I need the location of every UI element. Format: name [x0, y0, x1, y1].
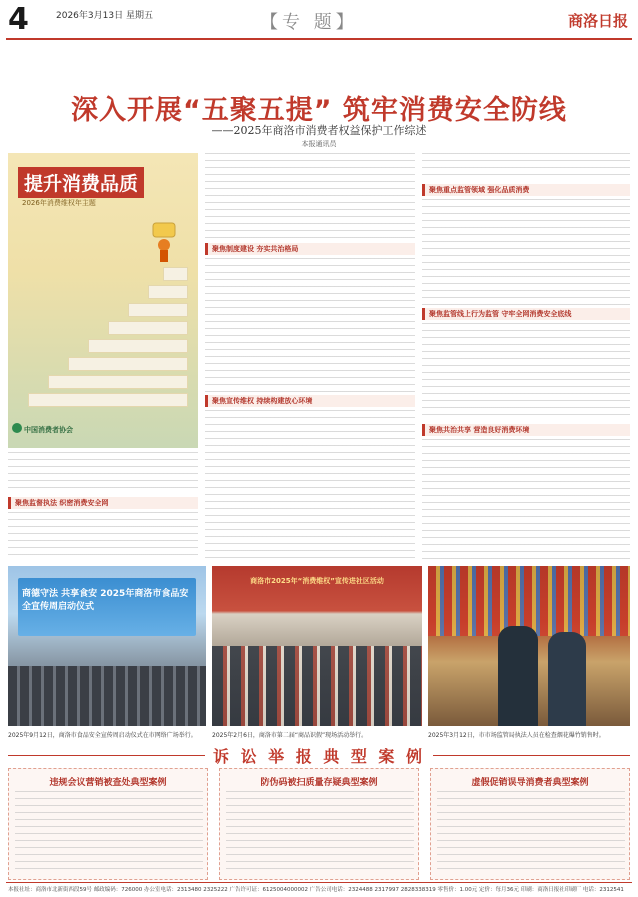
section-tag: 【专 题】	[260, 12, 358, 33]
page-number: 4	[8, 2, 29, 37]
photo-banner-text: 商德守法 共享食安 2025年商洛市食品安全宣传周启动仪式	[22, 589, 189, 612]
photo-caption: 2025年9月12日，商洛市食品安全宣传周启动仪式在市网络广场举行。	[8, 732, 197, 739]
body-text-block	[15, 791, 203, 875]
body-text-block	[205, 153, 415, 241]
body-text-block	[422, 439, 630, 560]
case-title: 防伪码被扫质量存疑典型案例	[260, 778, 378, 788]
figure-on-stairs	[133, 213, 193, 263]
body-text-block	[422, 323, 630, 421]
subheadline: ——2025年商洛市消费者权益保护工作综述	[211, 124, 427, 137]
hero-poster	[8, 153, 198, 448]
body-text-block	[437, 791, 625, 875]
section-head: 聚焦重点监管领域 强化品质消费	[422, 184, 630, 196]
case-box	[219, 768, 419, 880]
case-box	[430, 768, 630, 880]
section-head: 聚焦监督执法 织密消费安全网	[8, 497, 198, 509]
section-head: 聚焦制度建设 夯实共治格局	[205, 243, 415, 255]
photo-banner-text: 商洛市2025年“消费维权”宣传进社区活动	[250, 577, 384, 585]
body-text-block	[205, 410, 415, 560]
body-text-block	[422, 153, 630, 181]
footer-rule	[6, 882, 632, 883]
section-head: 聚焦监管线上行为监管 守牢全网消费安全底线	[422, 308, 630, 320]
body-text-block	[8, 512, 198, 560]
issue-date: 2026年3月13日 星期五	[56, 11, 153, 21]
section-head: 聚焦共治共享 营造良好消费环境	[422, 424, 630, 436]
body-text-block	[205, 258, 415, 392]
cca-logo-icon	[12, 423, 22, 433]
hero-subtitle: 2026年消费维权年主题	[22, 199, 96, 207]
case-title: 虚假促销误导消费者典型案例	[471, 778, 589, 788]
case-title: 违规会议营销被查处典型案例	[49, 778, 167, 788]
body-text-block	[226, 791, 414, 875]
top-rule	[6, 38, 632, 40]
headline: 深入开展“五聚五提” 筑牢消费安全防线	[71, 95, 567, 126]
photo-consumer-event	[212, 566, 422, 726]
footer-imprint: 本报社址：商洛市北新街西段59号 邮政编码：726000 办公室电话：2313480 2325222 广告许可证：6125004000002 广告公司电话：2324488 2317997 2828338319 零售价：1.00元 定价：每月36元 印刷：商洛日报社印刷厂 电话：2312541	[8, 887, 624, 893]
case-box	[8, 768, 208, 880]
photo-inspection	[428, 566, 630, 726]
photo-food-safety-launch	[8, 566, 206, 726]
case-section-title: 诉 讼 举 报 典 型 案 例	[205, 744, 433, 767]
section-head: 聚焦宣传维权 持续构建放心环境	[205, 395, 415, 407]
body-text-block	[8, 452, 198, 494]
photo-caption: 2025年2月6日，商洛市第二届“商品识假”现场活动举行。	[212, 732, 368, 739]
photo-caption: 2025年3月12日，市市场监管局执法人员在检查烟花爆竹销售时。	[428, 732, 605, 739]
byline: 本报通讯员	[301, 140, 337, 148]
hero-title: 提升消费品质	[18, 167, 144, 198]
hero-org: 中国消费者协会	[24, 426, 73, 434]
newspaper-logo: 商洛日报	[567, 12, 628, 30]
case-section-header	[8, 744, 630, 766]
masthead	[0, 0, 638, 44]
body-text-block	[422, 199, 630, 305]
